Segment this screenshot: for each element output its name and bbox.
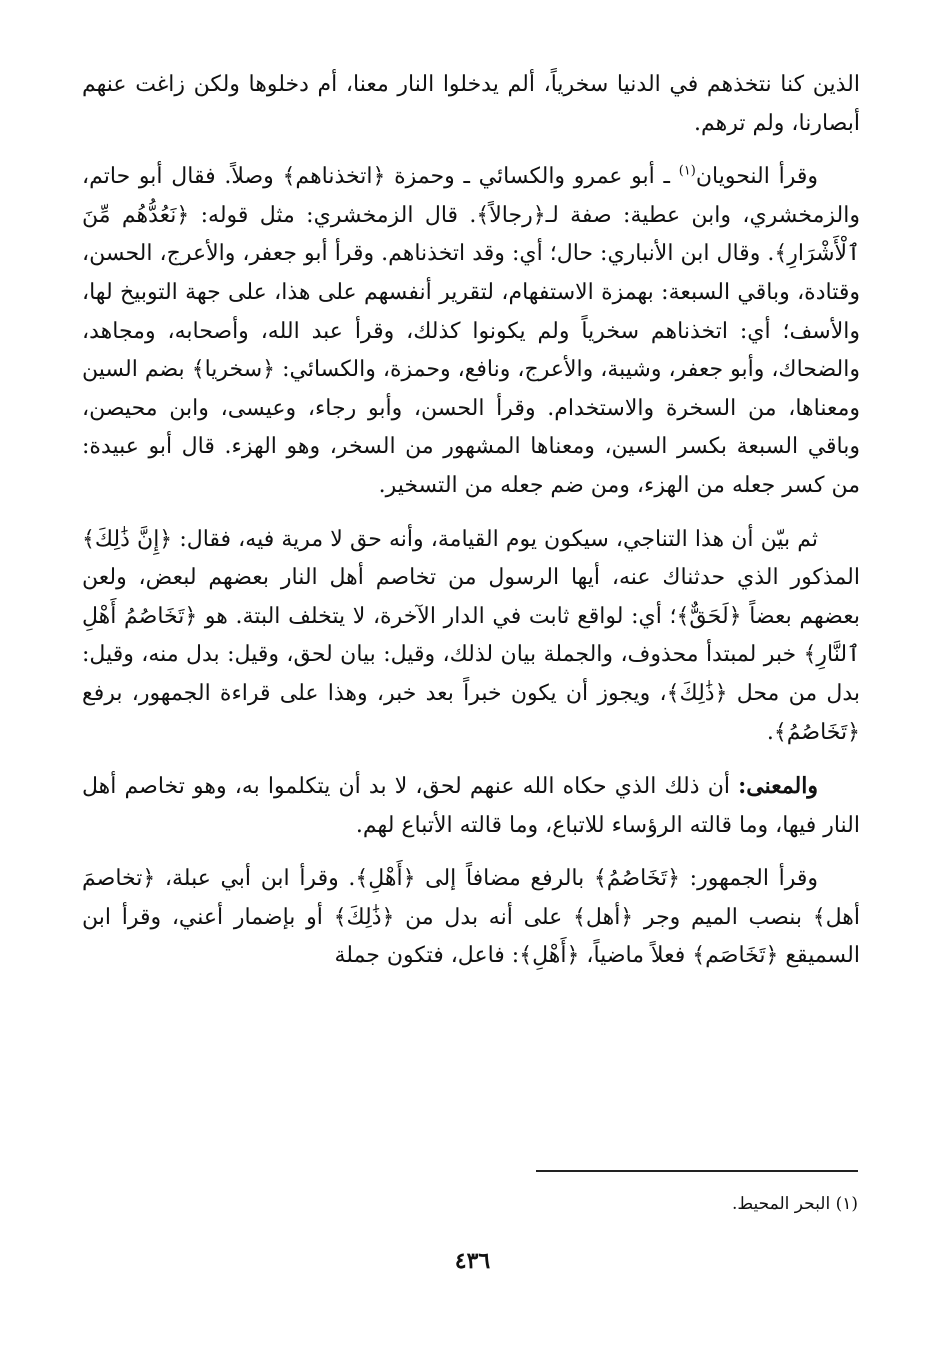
page-number: ٤٣٦: [454, 1248, 491, 1274]
paragraph-4-text: أن ذلك الذي حكاه الله عنهم لحق، لا بد أن يتكلموا به، وهو تخاصم أهل النار فيها، وما قالته الرؤساء للاتباع، وما قالته الأتباع لهم.: [82, 774, 860, 838]
paragraph-1-text: الذين كنا نتخذهم في الدنيا سخرياً، ألم يدخلوا النار معنا، أم دخلوها ولكن زاغت عنهم أبصارنا، ولم ترهم.: [82, 72, 860, 136]
footnote-marker: (١): [835, 1194, 858, 1214]
paragraph-3: [82, 521, 860, 753]
paragraph-2: [82, 158, 860, 505]
footnote-reference[interactable]: (١): [678, 163, 696, 179]
paragraph-2-opening: وقرأ النحويان: [695, 164, 819, 190]
paragraph-3-text: ثم بيّن أن هذا التناجي، سيكون يوم القيامة، وأنه حق لا مرية فيه، فقال: ﴿إِنَّ ذَٰلِكَ﴾ المذكور الذي حدثناك عنه، أيها الرسول من تخاصم أهل النار بعضهم لبعض، ولعن بعضهم بعضاً ﴿لَحَقٌّ﴾؛ أي: لواقع ثابت في الدار الآخرة، لا يتخلف البتة. هو ﴿تَخَاصُمُ أَهْلِ ٱلنَّارِ﴾ خبر لمبتدأ محذوف، والجملة بيان لذلك، وقيل: بيان لحق، وقيل: بدل منه، وقيل: بدل من محل ﴿ذَٰلِكَ﴾، ويجوز أن يكون خبراً بعد خبر، وهذا على قراءة الجمهور، برفع ﴿تَخَاصُمُ﴾.: [82, 526, 860, 745]
footnote-text: البحر المحيط.: [732, 1194, 831, 1214]
footnote-divider: [536, 1170, 858, 1172]
paragraph-4: [82, 767, 860, 845]
paragraph-1: [82, 66, 860, 143]
paragraph-5-text: وقرأ الجمهور: ﴿تَخَاصُمُ﴾ بالرفع مضافاً إلى ﴿أَهْلِ﴾. وقرأ ابن أبي عبلة، ﴿تخاصمَ أهل﴾ بنصب الميم وجر ﴿أهل﴾ على أنه بدل من ﴿ذَٰلِكَ﴾ أو بإضمار أعني، وقرأ ابن السميقع ﴿تَخَاصَم﴾ فعلاً ماضياً، ﴿أَهْلِ﴾: فاعل، فتكون جملة: [82, 866, 860, 969]
paragraph-4-lead: والمعنى:: [738, 773, 818, 800]
footnote: [82, 1190, 858, 1218]
paragraph-5: [82, 860, 860, 976]
page-body: [82, 66, 860, 991]
paragraph-2-text: ـ أبو عمرو والكسائي ـ وحمزة ﴿اتخذناهم﴾ وصلاً. فقال أبو حاتم، والزمخشري، وابن عطية: صفة لـ﴿رجالاً﴾. قال الزمخشري: مثل قوله: ﴿نَعُدُّهُم مِّنَ ٱلْأَشْرَارِ﴾. وقال ابن الأنباري: حال؛ أي: وقد اتخذناهم. وقرأ أبو جعفر، والأعرج، الحسن، وقتادة، وباقي السبعة: بهمزة الاستفهام، لتقرير أنفسهم على هذا، على جهة التوبيخ لها، والأسف؛ أي: اتخذناهم سخرياً ولم يكونوا كذلك، وقرأ عبد الله، وأصحابه، ومجاهد، والضحاك، وأبو جعفر، وشيبة، والأعرج، ونافع، وحمزة، والكسائي: ﴿سخريا﴾ بضم السين ومعناها، من السخرة والاستخدام. وقرأ الحسن، وأبو رجاء، وعيسى، وابن محيصن، وباقي السبعة بكسر السين، ومعناها المشهور من السخر، وهو الهزء. قال أبو عبيدة: من كسر جعله من الهزء، ومن ضم جعله من التسخير.: [82, 164, 860, 498]
